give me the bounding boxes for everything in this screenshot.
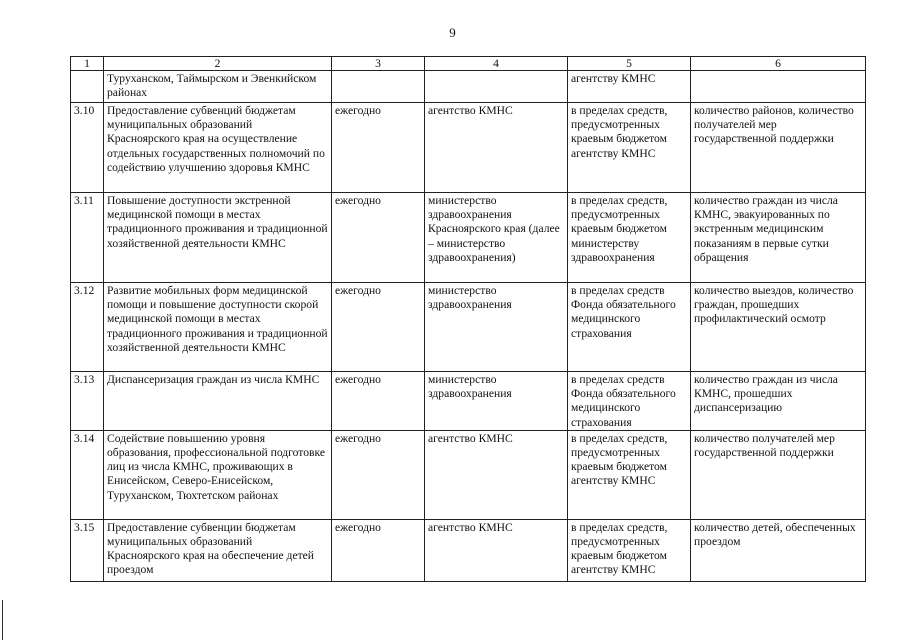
- indicator-cell: количество выездов, количество граждан, прошедших профилактический осмотр: [691, 283, 866, 372]
- item-number: 3.13: [71, 372, 104, 431]
- executor-cell: министерство здравоохранения: [425, 372, 568, 431]
- executor-cell: агентство КМНС: [425, 103, 568, 193]
- page-number: 9: [449, 25, 456, 40]
- indicator-cell: количество получателей мер государственной поддержки: [691, 430, 866, 519]
- period-cell: ежегодно: [332, 372, 425, 431]
- item-number: [71, 71, 104, 103]
- item-number: 3.15: [71, 519, 104, 581]
- executor-cell: министерство здравоохранения Красноярского края (далее – министерство здравоохранения): [425, 193, 568, 283]
- period-cell: ежегодно: [332, 283, 425, 372]
- item-number: 3.11: [71, 193, 104, 283]
- margin-line: [2, 600, 3, 640]
- column-header: 4: [425, 57, 568, 71]
- funding-cell: агентству КМНС: [568, 71, 691, 103]
- funding-cell: в пределах средств, предусмотренных краевым бюджетом агентству КМНС: [568, 103, 691, 193]
- executor-cell: агентство КМНС: [425, 519, 568, 581]
- funding-cell: в пределах средств Фонда обязательного медицинского страхования: [568, 283, 691, 372]
- activity-cell: Туруханском, Таймырском и Эвенкийском районах: [104, 71, 332, 103]
- table-row: [71, 372, 866, 431]
- table-row: [71, 519, 866, 581]
- activity-cell: Предоставление субвенций бюджетам муниципальных образований Красноярского края на осуществление отдельных государственных полномочий по содействию улучшению здоровья КМНС: [104, 103, 332, 193]
- column-header: 3: [332, 57, 425, 71]
- table-row: [71, 103, 866, 193]
- activity-cell: Повышение доступности экстренной медицинской помощи в местах традиционного проживания и традиционной хозяйственной деятельности КМНС: [104, 193, 332, 283]
- activity-cell: Диспансеризация граждан из числа КМНС: [104, 372, 332, 431]
- indicator-cell: [691, 71, 866, 103]
- executor-cell: министерство здравоохранения: [425, 283, 568, 372]
- table-row: [71, 430, 866, 519]
- funding-cell: в пределах средств, предусмотренных краевым бюджетом министерству здравоохранения: [568, 193, 691, 283]
- column-header: 1: [71, 57, 104, 71]
- item-number: 3.12: [71, 283, 104, 372]
- indicator-cell: количество детей, обеспеченных проездом: [691, 519, 866, 581]
- table-row: [71, 283, 866, 372]
- period-cell: ежегодно: [332, 103, 425, 193]
- item-number: 3.14: [71, 430, 104, 519]
- funding-cell: в пределах средств, предусмотренных краевым бюджетом агентству КМНС: [568, 519, 691, 581]
- table-row: [71, 193, 866, 283]
- funding-cell: в пределах средств Фонда обязательного медицинского страхования: [568, 372, 691, 431]
- period-cell: [332, 71, 425, 103]
- executor-cell: [425, 71, 568, 103]
- funding-cell: в пределах средств, предусмотренных краевым бюджетом агентству КМНС: [568, 430, 691, 519]
- period-cell: ежегодно: [332, 430, 425, 519]
- period-cell: ежегодно: [332, 519, 425, 581]
- period-cell: ежегодно: [332, 193, 425, 283]
- column-header: 2: [104, 57, 332, 71]
- executor-cell: агентство КМНС: [425, 430, 568, 519]
- item-number: 3.10: [71, 103, 104, 193]
- table-row: [71, 71, 866, 103]
- column-header: 6: [691, 57, 866, 71]
- indicator-cell: количество районов, количество получателей мер государственной поддержки: [691, 103, 866, 193]
- indicator-cell: количество граждан из числа КМНС, прошедших диспансеризацию: [691, 372, 866, 431]
- column-header: 5: [568, 57, 691, 71]
- indicator-cell: количество граждан из числа КМНС, эвакуированных по экстренным медицинским показаниям в первые сутки обращения: [691, 193, 866, 283]
- activity-cell: Развитие мобильных форм медицинской помощи и повышение доступности скорой медицинской помощи в местах традиционного проживания и традиционной хозяйственной деятельности КМНС: [104, 283, 332, 372]
- measures-table: [70, 56, 866, 582]
- activity-cell: Содействие повышению уровня образования, профессиональной подготовке лиц из числа КМНС, проживающих в Енисейском, Северо-Енисейском, Туруханском, Тюхтетском районах: [104, 430, 332, 519]
- activity-cell: Предоставление субвенции бюджетам муниципальных образований Красноярского края на обеспечение детей проездом: [104, 519, 332, 581]
- header-row: [71, 57, 866, 71]
